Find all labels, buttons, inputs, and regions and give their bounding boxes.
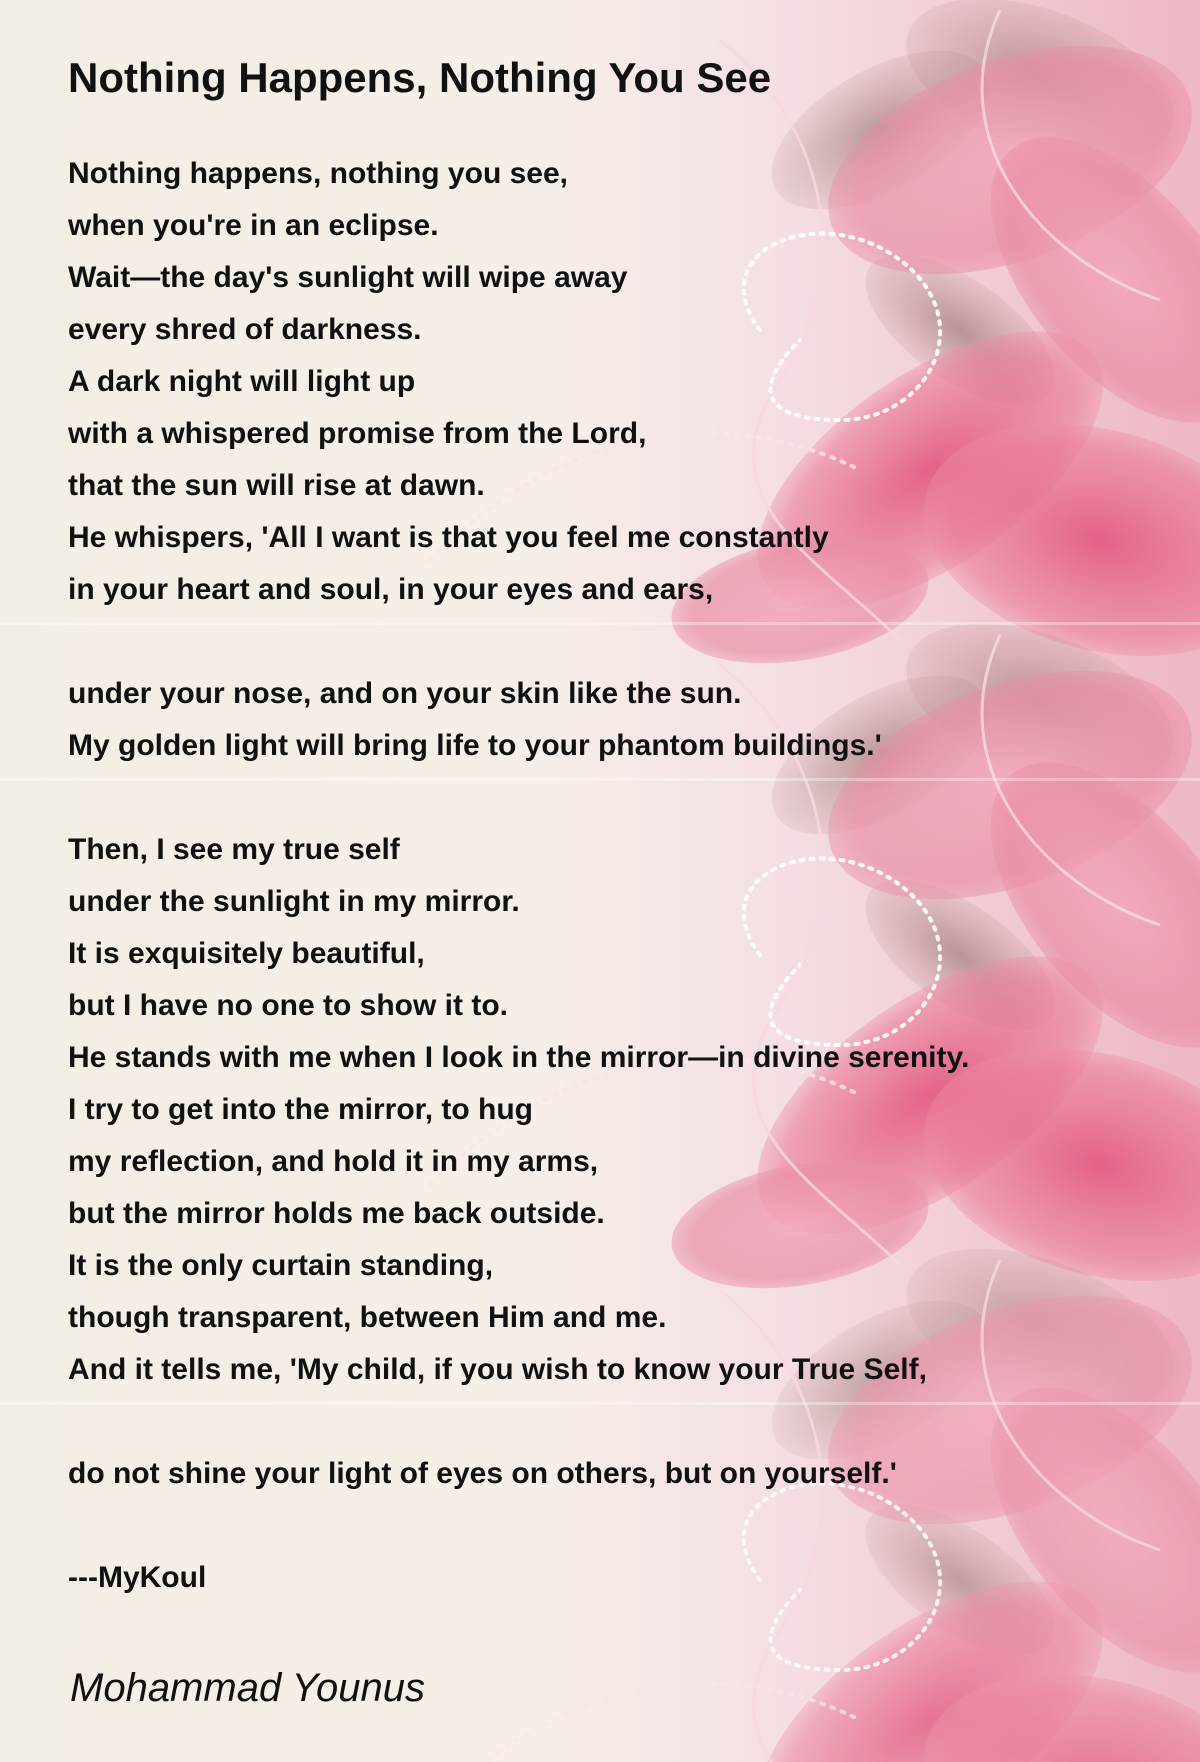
poem-line: And it tells me, 'My child, if you wish to know your True Self, [68,1353,927,1386]
poem-line: Wait—the day's sunlight will wipe away [68,261,628,294]
poem-line: do not shine your light of eyes on others, but on yourself.' [68,1457,897,1490]
poem-line: under the sunlight in my mirror. [68,885,520,918]
poem-author: Mohammad Younus [70,1666,426,1710]
poem-line: but the mirror holds me back outside. [68,1197,605,1230]
poem-line: I try to get into the mirror, to hug [68,1093,533,1126]
poem-line: though transparent, between Him and me. [68,1301,667,1334]
poem-line: my reflection, and hold it in my arms, [68,1145,599,1178]
poem-line: with a whispered promise from the Lord, [68,417,647,450]
poem-line: Then, I see my true self [68,833,400,866]
poem-signature: ---MyKoul [68,1561,207,1594]
poem-line: under your nose, and on your skin like the sun. [68,677,742,710]
poem-line: A dark night will light up [68,365,416,398]
poem-line: that the sun will rise at dawn. [68,469,485,502]
poem-line: but I have no one to show it to. [68,989,508,1022]
poem-line: when you're in an eclipse. [68,209,439,242]
poem-title: Nothing Happens, Nothing You See [68,54,772,101]
poem-line: It is exquisitely beautiful, [68,937,425,970]
poem-line: He stands with me when I look in the mirror—in divine serenity. [68,1041,970,1074]
poem-line: in your heart and soul, in your eyes and ears, [68,573,714,606]
poem-line: Nothing happens, nothing you see, [68,157,568,190]
poem-line: It is the only curtain standing, [68,1249,494,1282]
poem-line: He whispers, 'All I want is that you feel me constantly [68,521,829,554]
poem-line: My golden light will bring life to your phantom buildings.' [68,729,882,762]
poem-line: every shred of darkness. [68,313,422,346]
